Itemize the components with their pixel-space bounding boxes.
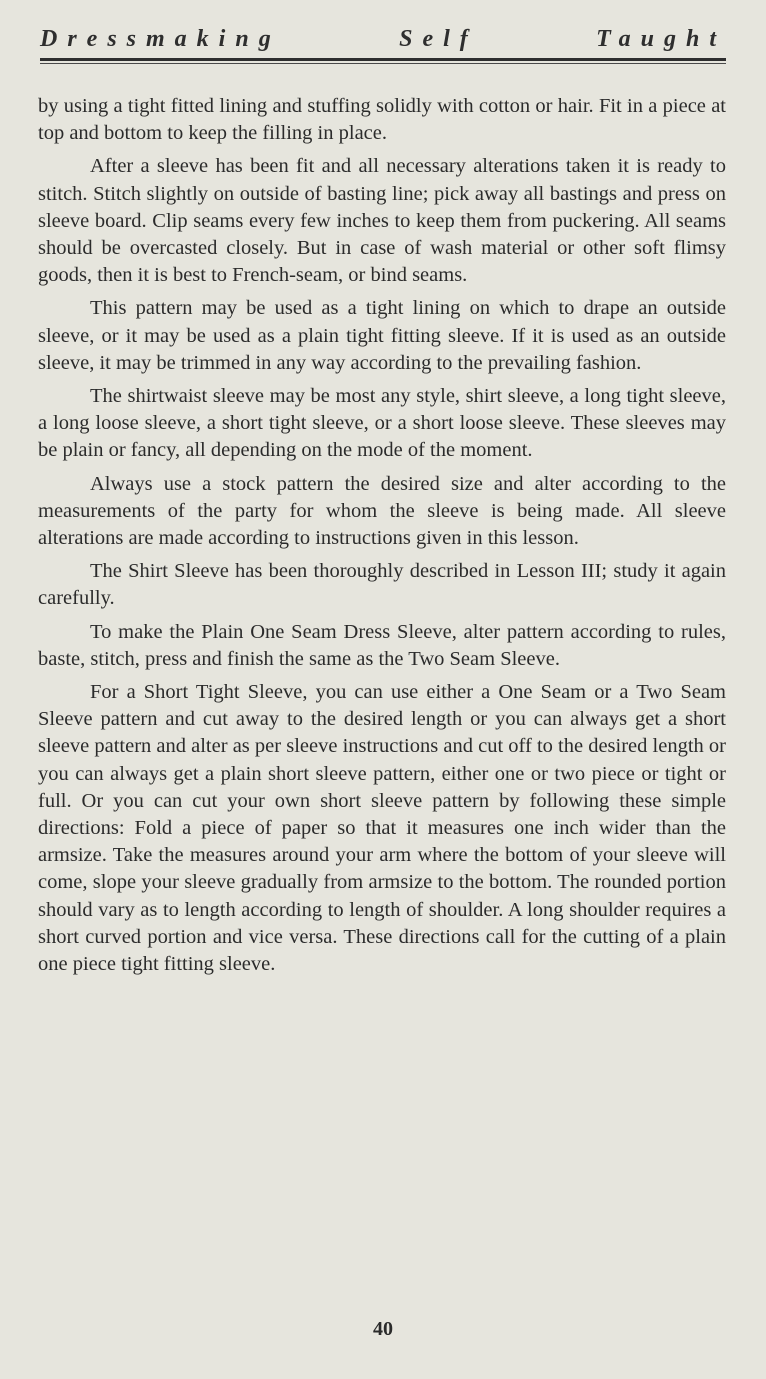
header-word-self: Self <box>399 26 478 52</box>
header-word-taught: Taught <box>596 26 726 52</box>
paragraph-stock-pattern: Always use a stock pattern the desired size and alter according to the measurements of the party for whom the sleeve is being made. All sleeve alterations are made according to instructions given in this lesson. <box>38 472 726 550</box>
paragraph-one-seam-sleeve: To make the Plain One Seam Dress Sleeve, alter pattern according to rules, baste, stitch, press and finish the same as the Two Seam Sleeve. <box>38 620 726 670</box>
running-header-title <box>40 24 726 54</box>
running-header <box>40 24 726 60</box>
paragraph-stitching: After a sleeve has been fit and all necessary alterations taken it is ready to stitch. Stitch slightly on outside of basting line; pick away all bastings and press on sleeve board. Clip seams every few inches to keep them from puckering. All seams should be overcasted closely. But in case of wash material or other soft flimsy goods, then it is best to French-seam, or bind seams. <box>38 155 726 287</box>
header-rule-thin <box>40 63 726 64</box>
header-rule <box>40 58 726 61</box>
paragraph-pattern-lining: This pattern may be used as a tight lining on which to drape an outside sleeve, or it may be used as a plain tight fitting sleeve. If it is used as an outside sleeve, it may be trimmed in any way according to the prevailing fashion. <box>38 297 726 374</box>
header-word-dressmaking: Dressmaking <box>40 26 281 52</box>
paragraph-shirtwaist-sleeve: The shirtwaist sleeve may be most any style, shirt sleeve, a long tight sleeve, a long loose sleeve, a short tight sleeve, or a short loose sleeve. These sleeves may be plain or fancy, all depending on the mode of the moment. <box>38 385 726 462</box>
paragraph-continued: by using a tight fitted lining and stuffing solidly with cotton or hair. Fit in a piece at top and bottom to keep the filling in place. <box>38 95 726 145</box>
page-number: 40 <box>373 1318 393 1340</box>
paragraph-shirt-sleeve: The Shirt Sleeve has been thoroughly described in Lesson III; study it again carefully. <box>38 560 726 610</box>
body-text <box>38 93 726 984</box>
paragraph-short-tight-sleeve: For a Short Tight Sleeve, you can use either a One Seam or a Two Seam Sleeve pattern and cut away to the desired length or you can always get a short sleeve pattern and alter as per sleeve instructions and cut off to the desired length or you can always get a plain short sleeve pattern, either one or two piece or tight or full. Or you can cut your own short sleeve pattern by following these simple directions: Fold a piece of paper so that it measures one inch wider than the armsize. Take the measures around your arm where the bottom of your sleeve will come, slope your sleeve gradually from armsize to the bottom. The rounded portion should vary as to length according to length of shoulder. A long shoulder requires a short curved portion and vice versa. These directions call for the cutting of a plain one piece tight fitting sleeve. <box>38 681 726 976</box>
